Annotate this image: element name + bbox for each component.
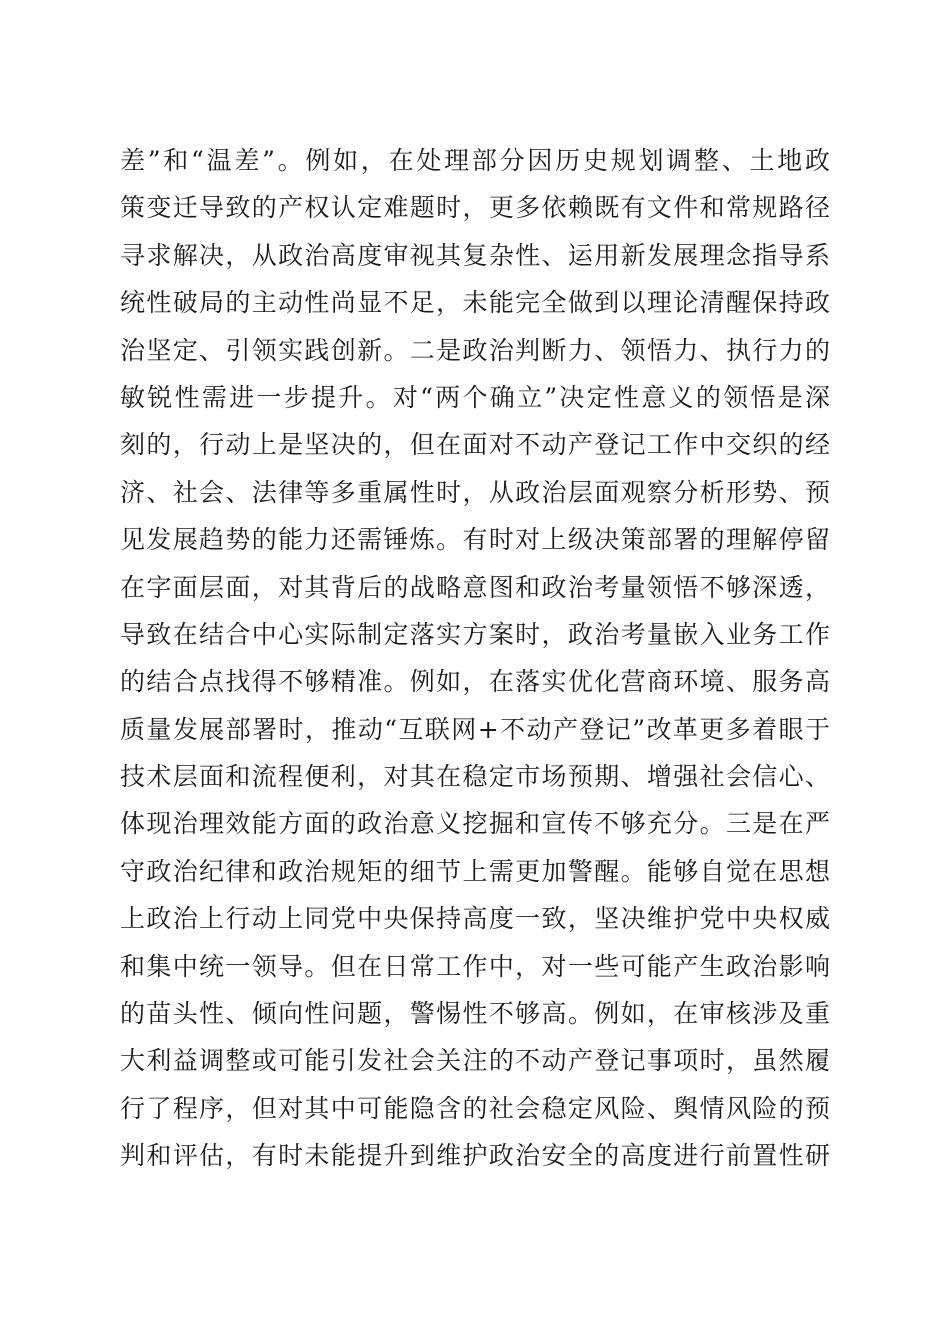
text-line: 见发展趋势的能力还需锤炼。有时对上级决策部署的理解停留 [120,525,830,555]
text-line: 行了程序，但对其中可能隐含的社会稳定风险、舆情风险的预 [120,1093,830,1123]
text-line: 上政治上行动上同党中央保持高度一致，坚决维护党中央权威 [120,904,830,934]
text-line: 统性破局的主动性尚显不足，未能完全做到以理论清醒保持政 [120,288,830,318]
text-line: 在字面层面，对其背后的战略意图和政治考量领悟不够深透， [120,572,830,602]
text-line: 的苗头性、倾向性问题，警惕性不够高。例如，在审核涉及重 [120,999,830,1029]
text-line: 技术层面和流程便利，对其在稳定市场预期、增强社会信心、 [120,762,830,792]
text-line: 寻求解决，从政治高度审视其复杂性、运用新发展理念指导系 [120,240,830,270]
text-line: 的结合点找得不够精准。例如，在落实优化营商环境、服务高 [120,667,830,697]
text-line: 刻的，行动上是坚决的，但在面对不动产登记工作中交织的经 [120,430,830,460]
text-line: 判和评估，有时未能提升到维护政治安全的高度进行前置性研 [120,1141,830,1171]
text-line: 济、社会、法律等多重属性时，从政治层面观察分析形势、预 [120,477,830,507]
text-line: 和集中统一领导。但在日常工作中，对一些可能产生政治影响 [120,951,830,981]
text-line: 质量发展部署时，推动“互联网+不动产登记”改革更多着眼于 [120,714,830,744]
text-line: 差”和“温差”。例如，在处理部分因历史规划调整、土地政 [120,146,830,175]
body-text [120,137,830,1180]
text-line: 大利益调整或可能引发社会关注的不动产登记事项时，虽然履 [120,1046,830,1076]
text-line: 导致在结合中心实际制定落实方案时，政治考量嵌入业务工作 [120,619,830,649]
text-line: 体现治理效能方面的政治意义挖掘和宣传不够充分。三是在严 [120,809,830,839]
text-line: 敏锐性需进一步提升。对“两个确立”决定性意义的领悟是深 [120,382,830,412]
text-line: 策变迁导致的产权认定难题时，更多依赖既有文件和常规路径 [120,193,830,223]
text-line: 守政治纪律和政治规矩的细节上需更加警醒。能够自觉在思想 [120,856,830,886]
text-line: 治坚定、引领实践创新。二是政治判断力、领悟力、执行力的 [120,335,830,365]
